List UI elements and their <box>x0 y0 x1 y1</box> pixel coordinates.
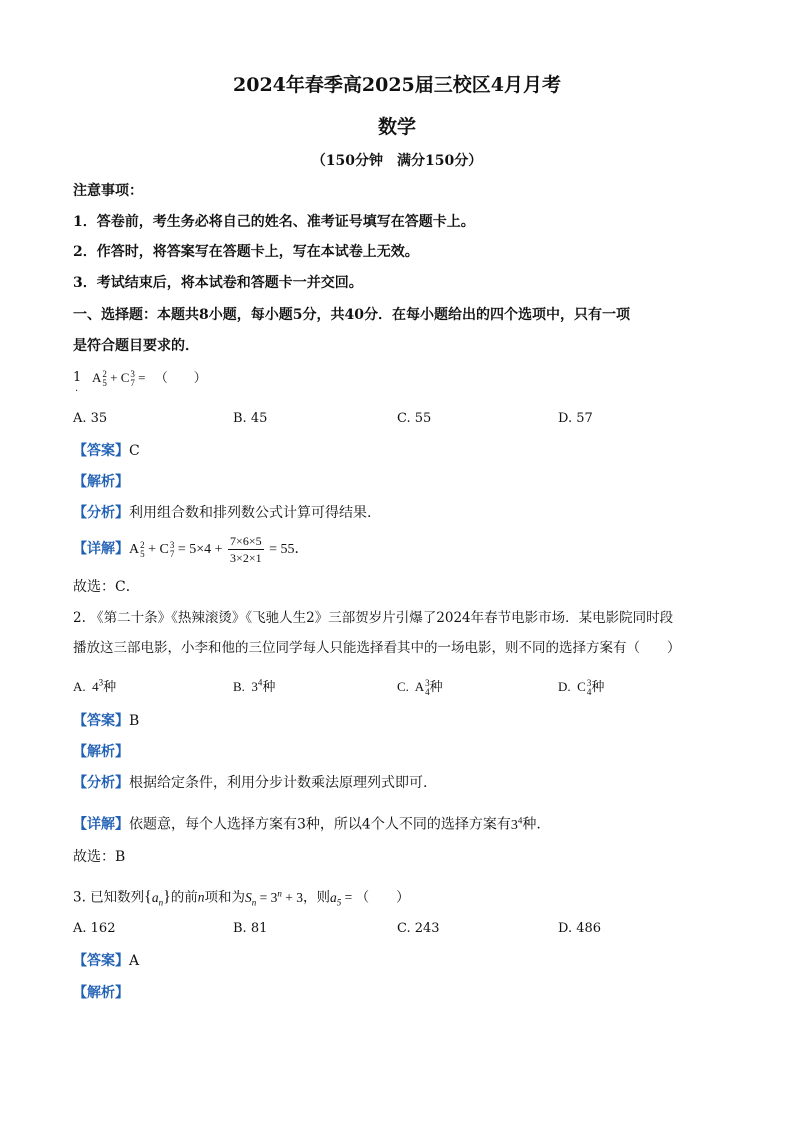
q3-option-c: C. 243 <box>397 921 440 936</box>
detail-expr: = 5×4 + <box>177 542 223 557</box>
q3-paren: （ ） <box>355 889 410 906</box>
analysis-tag: 【解析】 <box>73 474 129 490</box>
answer-tag: 【答案】 <box>73 443 129 459</box>
fenxi-text: 利用组合数和排列数公式计算可得结果. <box>129 505 372 521</box>
q2-answer <box>73 711 139 731</box>
exam-title: 2024年春季高2025届三校区4月月考 <box>233 74 561 96</box>
detail-tag: 【详解】 <box>73 541 129 557</box>
notice-item-2: 2．作答时，将答案写在答题卡上，写在本试卷上无效。 <box>73 244 419 260</box>
q2-option-c-letter: C. <box>397 679 409 694</box>
q2-option-c: C. A 3 4 种 <box>397 678 443 698</box>
q2-option-a-unit: 种 <box>103 679 117 694</box>
notice-item-3: 3．考试结束后，将本试卷和答题卡一并交回。 <box>73 275 363 291</box>
q2-option-a-letter: A. <box>73 679 86 694</box>
q2-detail: 【详解】依题意，每个人选择方案有3种，所以4个人不同的选择方案有$3^4$种. <box>73 815 541 833</box>
q3-stem: 3. 已知数列$\{a_n\}$的前n项和为$S_n = 3^n + 3$，则$a_5$ = （ ） <box>73 888 410 908</box>
q2-option-a: A. $4^3$种 <box>73 677 117 694</box>
question-1-expression: A 2 5 + C 3 7 = （ ） <box>92 369 207 389</box>
q2-stem-line2: 播放这三部电影，小李和他的三位同学每人只能选择看其中的一场电影，则不同的选择方案有（ ） <box>73 640 681 656</box>
time-score-note: （150分钟 满分150分） <box>311 153 483 169</box>
q2-analysis-tag <box>73 742 129 762</box>
fenxi-text: 根据给定条件，利用分步计数乘法原理列式即可. <box>129 775 428 791</box>
notice-item-1: 1．答卷前，考生务必将自己的姓名、准考证号填写在答题卡上。 <box>73 214 475 230</box>
q2-fenxi <box>73 773 427 793</box>
question-1-dot: . <box>75 383 79 394</box>
section-heading-line1: 一、选择题：本题共8小题，每小题5分，共40分．在每小题给出的四个选项中，只有一项 <box>73 307 630 323</box>
answer-value: A <box>129 953 140 969</box>
q2-option-c-unit: 种 <box>429 679 443 694</box>
q3-option-d: D. 486 <box>558 921 602 936</box>
analysis-tag: 【解析】 <box>73 985 129 1001</box>
notice-heading: 注意事项： <box>73 183 143 199</box>
q1-choose: 故选：C． <box>73 579 140 595</box>
answer-tag: 【答案】 <box>73 713 129 729</box>
detail-text: 依题意，每个人选择方案有3种，所以4个人不同的选择方案有 <box>129 816 511 833</box>
fraction-denominator: 3×2×1 <box>230 551 262 566</box>
q1-fenxi <box>73 503 371 523</box>
q3-answer <box>73 951 139 971</box>
q1-option-a: A. 35 <box>73 411 108 426</box>
detail-text-end: 种. <box>522 816 541 833</box>
answer-value: C <box>129 443 140 459</box>
q3-mid2: 项和为 <box>204 889 246 906</box>
q3-prefix: 3. 已知数列 <box>73 889 145 906</box>
q2-option-d: D. C 3 4 种 <box>558 678 605 698</box>
q1-analysis-tag <box>73 472 129 492</box>
q3-mid1: 的前 <box>170 889 198 906</box>
section-heading-line2: 是符合题目要求的． <box>73 338 199 354</box>
q2-option-b-letter: B. <box>233 679 245 694</box>
answer-tag: 【答案】 <box>73 953 129 969</box>
q2-choose: 故选：B <box>73 849 126 865</box>
detail-result: = 55． <box>269 542 309 557</box>
q2-option-d-letter: D. <box>558 679 571 694</box>
q2-option-b: B. $3^4$种 <box>233 677 276 694</box>
fenxi-tag: 【分析】 <box>73 775 129 791</box>
q3-mid3: ，则 <box>303 889 331 906</box>
q2-option-b-unit: 种 <box>262 679 276 694</box>
q1-option-d: D. 57 <box>558 411 593 426</box>
analysis-tag: 【解析】 <box>73 744 129 760</box>
fraction-numerator: 7×6×5 <box>230 534 262 549</box>
fenxi-tag: 【分析】 <box>73 505 129 521</box>
q3-analysis-tag <box>73 983 129 1003</box>
q2-option-d-unit: 种 <box>591 679 605 694</box>
q3-option-a: A. 162 <box>73 921 116 936</box>
q1-answer <box>73 441 140 461</box>
q1-option-b: B. 45 <box>233 411 268 426</box>
question-1-number: 1 <box>73 370 82 385</box>
q1-option-c: C. 55 <box>397 411 432 426</box>
q1-detail: 【详解】A 2 5 + C 3 7 = 5×4 + $\frac{7\times 6\times 5}{3\times 2\times 1}$ = 55． <box>73 534 309 566</box>
answer-value: B <box>129 713 140 729</box>
detail-tag: 【详解】 <box>73 816 129 833</box>
q2-stem-line1: 2. 《第二十条》《热辣滚烫》《飞驰人生2》三部贺岁片引爆了2024年春节电影市场．某电影院同时段 <box>73 610 674 626</box>
subject-title: 数学 <box>377 116 416 138</box>
q3-option-b: B. 81 <box>233 921 268 936</box>
question-1-paren: （ ） <box>154 370 207 385</box>
detail-fraction <box>228 533 264 566</box>
